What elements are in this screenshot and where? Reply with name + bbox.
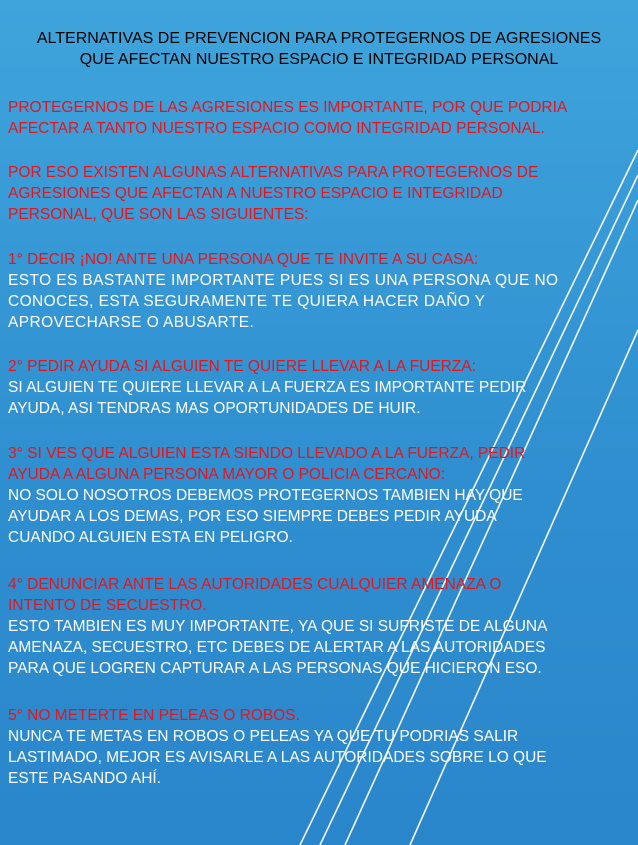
item-body-line: CONOCES, ESTA SEGURAMENTE TE QUIERA HACER DAÑO Y [8, 293, 486, 310]
item-heading: INTENTO DE SECUESTRO. [8, 597, 207, 614]
title-line: QUE AFECTAN NUESTRO ESPACIO E INTEGRIDAD PERSONAL [79, 51, 559, 68]
text-line: AFECTAR A TANTO NUESTRO ESPACIO COMO INTEGRIDAD PERSONAL. [8, 120, 545, 137]
item-body-line: AMENAZA, SECUESTRO, ETC DEBES DE ALERTAR A LAS AUTORIDADES [8, 639, 546, 656]
item-body-line: AYUDA, ASI TENDRAS MAS OPORTUNIDADES DE HUIR. [8, 400, 421, 417]
alternative-item-5 [8, 705, 626, 789]
item-body-line: ESTO ES BASTANTE IMPORTANTE PUES SI ES UNA PERSONA QUE NO [8, 272, 559, 289]
item-body-line: PARA QUE LOGREN CAPTURAR A LAS PERSONAS QUE HICIERON ESO. [8, 660, 542, 677]
text-line: PERSONAL, QUE SON LAS SIGUIENTES: [8, 206, 309, 223]
alternative-item-2 [8, 356, 626, 419]
item-body-line: AYUDAR A LOS DEMAS, POR ESO SIEMPRE DEBES PEDIR AYUDA [8, 508, 497, 525]
alternative-item-4 [8, 574, 626, 679]
item-heading: 1° DECIR ¡NO! ANTE UNA PERSONA QUE TE INVITE A SU CASA: [8, 251, 479, 268]
item-heading: AYUDA A ALGUNA PERSONA MAYOR O POLICIA CERCANO: [8, 466, 446, 483]
alternative-item-1 [8, 249, 626, 333]
item-heading: 2° PEDIR AYUDA SI ALGUIEN TE QUIERE LLEVAR A LA FUERZA: [8, 358, 476, 375]
text-line: POR ESO EXISTEN ALGUNAS ALTERNATIVAS PARA PROTEGERNOS DE [8, 164, 539, 181]
item-heading: 4° DENUNCIAR ANTE LAS AUTORIDADES CUALQUIER AMENAZA O [8, 576, 502, 593]
item-body-line: LASTIMADO, MEJOR ES AVISARLE A LAS AUTORIDADES SOBRE LO QUE [8, 749, 547, 766]
title-line: ALTERNATIVAS DE PREVENCION PARA PROTEGERNOS DE AGRESIONES [36, 30, 602, 47]
text-line: PROTEGERNOS DE LAS AGRESIONES ES IMPORTANTE, POR QUE PODRIA [8, 99, 568, 116]
item-body-line: ESTE PASANDO AHÍ. [8, 770, 162, 787]
alternative-item-3 [8, 443, 626, 548]
text-line: AGRESIONES QUE AFECTAN A NUESTRO ESPACIO E INTEGRIDAD [8, 185, 503, 202]
page-title [10, 28, 628, 70]
item-body-line: CUANDO ALGUIEN ESTA EN PELIGRO. [8, 529, 293, 546]
intro-paragraph-2 [8, 162, 626, 225]
item-body-line: NUNCA TE METAS EN ROBOS O PELEAS YA QUE TU PODRIAS SALIR [8, 728, 519, 745]
item-body-line: APROVECHARSE O ABUSARTE. [8, 314, 255, 331]
item-heading: 5° NO METERTE EN PELEAS O ROBOS. [8, 707, 300, 724]
item-body-line: NO SOLO NOSOTROS DEBEMOS PROTEGERNOS TAMBIEN HAY QUE [8, 487, 523, 504]
item-body-line: ESTO TAMBIEN ES MUY IMPORTANTE, YA QUE SI SUFRISTE DE ALGUNA [8, 618, 548, 635]
item-heading: 3° SI VES QUE ALGUIEN ESTA SIENDO LLEVADO A LA FUERZA, PEDIR [8, 445, 526, 462]
item-body-line: SI ALGUIEN TE QUIERE LLEVAR A LA FUERZA ES IMPORTANTE PEDIR [8, 379, 527, 396]
intro-paragraph-1 [8, 97, 626, 139]
